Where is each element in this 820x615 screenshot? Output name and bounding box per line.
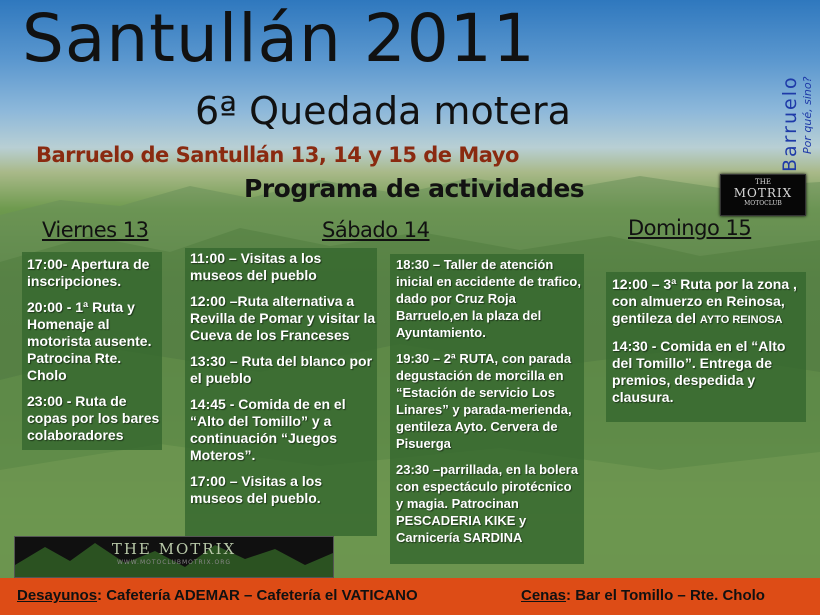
- side-main-text: Barruelo: [779, 75, 801, 172]
- logo-main-text: MOTRIX: [733, 186, 793, 200]
- day-heading-sunday: Domingo 15: [628, 216, 752, 240]
- dinner-text: : Bar el Tomillo – Rte. Cholo: [566, 587, 765, 604]
- schedule-item: 23:00 - Ruta de copas por los bares colaboradores: [27, 393, 160, 443]
- schedule-item: 23:30 –parrillada, en la bolera con espectáculo pirotécnico y magia. Patrocinan PESCADERIA KIKE y Carnicería SARDINA: [396, 462, 579, 545]
- day-heading-saturday: Sábado 14: [322, 218, 430, 242]
- friday-schedule: [27, 256, 161, 453]
- footer-dinner: [521, 587, 765, 604]
- poster-title: Santullán 2011: [22, 0, 536, 77]
- schedule-item: 11:00 – Visitas a los museos del pueblo: [190, 250, 322, 283]
- poster-subtitle: 6ª Quedada motera: [195, 89, 571, 133]
- schedule-item: 17:00 – Visitas a los museos del pueblo.: [190, 473, 323, 506]
- saturday-schedule-right: [396, 256, 581, 555]
- dinner-label: Cenas: [521, 587, 567, 604]
- sunday-schedule: [612, 276, 804, 415]
- footer-breakfast: [17, 587, 418, 604]
- schedule-item: 19:30 – 2ª RUTA, con parada degustación de morcilla en “Estación de servicio Los Linares” y parada-merienda, gentileza Ayto. Cervera de Pisuerga: [396, 351, 572, 451]
- logo-bottom-text: MOTOCLUB: [744, 200, 782, 207]
- program-heading: Programa de actividades: [244, 174, 585, 203]
- schedule-item: 20:00 - 1ª Ruta y Homenaje al motorista ausente. Patrocina Rte. Cholo: [27, 299, 152, 383]
- motrix-banner: [14, 536, 334, 578]
- schedule-item: 14:45 - Comida de en el “Alto del Tomillo” y a continuación “Juegos Moteros”.: [190, 396, 346, 463]
- schedule-item: 17:00- Apertura de inscripciones.: [27, 256, 150, 289]
- schedule-item: 14:30 - Comida en el “Alto del Tomillo”. Entrega de premios, despedida y clausura.: [612, 338, 786, 405]
- schedule-item: 13:30 – Ruta del blanco por el pueblo: [190, 353, 373, 386]
- breakfast-text: : Cafetería ADEMAR – Cafetería el VATICANO: [97, 587, 418, 604]
- day-heading-friday: Viernes 13: [42, 218, 149, 242]
- schedule-item: 18:30 – Taller de atención inicial en accidente de trafico, dado por Cruz Roja Barruelo,en la plaza del Ayuntamiento.: [396, 257, 581, 340]
- event-dateline: Barruelo de Santullán 13, 14 y 15 de Mayo: [36, 143, 519, 167]
- side-slogan: Por qué, sino?: [801, 76, 814, 154]
- banner-title: THE MOTRIX: [111, 540, 237, 558]
- banner-url: WWW.MOTOCLUBMOTRIX.ORG: [116, 559, 232, 566]
- motrix-logo: [720, 174, 806, 216]
- schedule-item-text: 12:00 – 3ª Ruta por la zona , con almuerzo en Reinosa, gentileza del: [612, 276, 797, 326]
- schedule-item-sponsor: AYTO REINOSA: [699, 314, 783, 326]
- footer-bar: [0, 578, 820, 615]
- breakfast-label: Desayunos: [17, 587, 98, 604]
- side-vertical-text: [779, 75, 814, 172]
- logo-top-text: THE: [755, 178, 771, 186]
- schedule-item: 12:00 –Ruta alternativa a Revilla de Pomar y visitar la Cueva de los Franceses: [190, 293, 376, 343]
- schedule-item: [612, 276, 804, 329]
- saturday-schedule-left: [190, 250, 376, 516]
